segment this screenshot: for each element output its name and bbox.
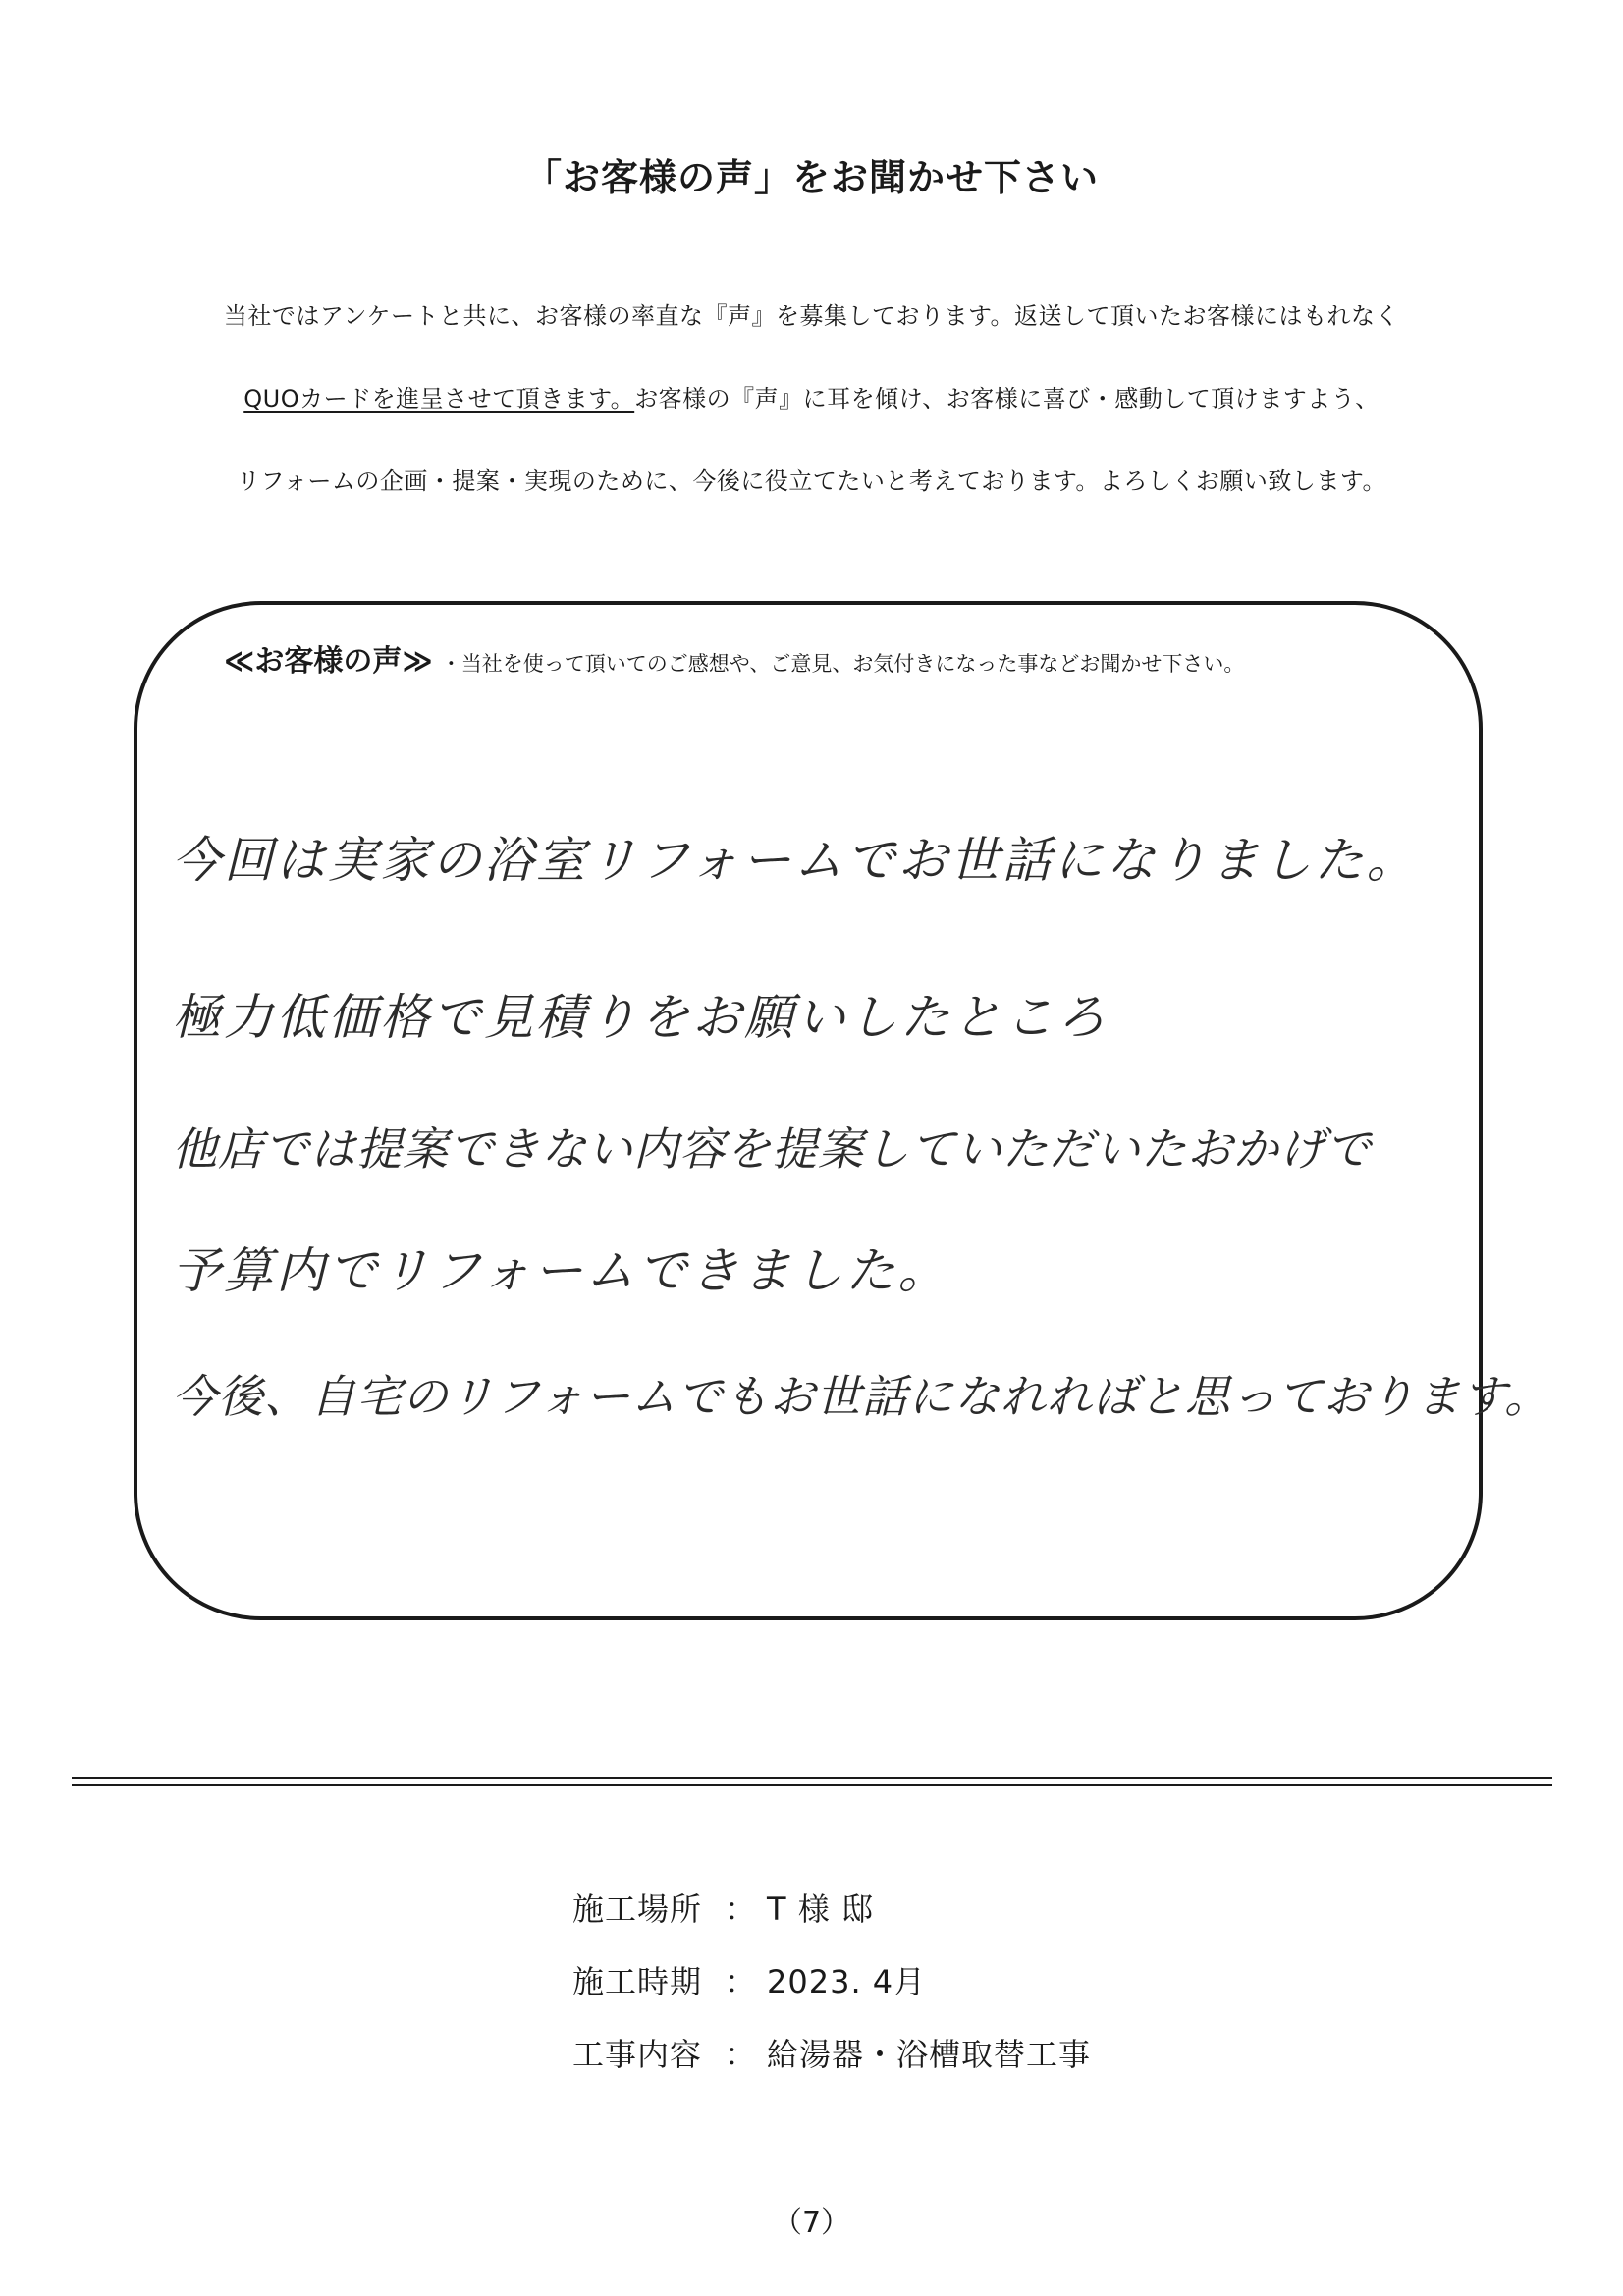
intro-line-3: リフォームの企画・提案・実現のために、今後に役立てたいと考えております。よろしくお願い致します。 (237, 467, 1386, 495)
intro-line-2-rest: お客様の『声』に耳を傾け、お客様に喜び・感動して頂けますよう、 (634, 385, 1380, 412)
intro-quo-card-note: QUOカードを進呈させて頂きます。 (243, 385, 635, 412)
intro-line-2 (0, 379, 1623, 413)
handwritten-line: 他店では提案できない内容を提案していただいたおかげで (172, 1122, 1372, 1175)
page-number: （7） (772, 2206, 851, 2240)
info-value: 給湯器・浴槽取替工事 (767, 2036, 1092, 2073)
info-value: 2023. 4月 (767, 1963, 927, 2000)
handwritten-line: 今後、自宅のリフォームでもお世話になれればと思っております。 (172, 1370, 1551, 1423)
info-row-period (572, 1943, 1091, 2016)
intro-line-1: 当社ではアンケートと共に、お客様の率直な『声』を募集しております。返送して頂いたお客様にはもれなく (223, 302, 1400, 330)
info-colon: ： (724, 1963, 756, 2000)
construction-info (572, 1871, 1091, 2089)
handwritten-line: 今回は実家の浴室リフォームでお世話になりました。 (172, 832, 1419, 889)
info-colon: ： (724, 1890, 756, 1928)
handwritten-line: 予算内でリフォームできました。 (172, 1242, 950, 1299)
voice-box-header (224, 636, 1244, 680)
info-label: 施工場所 (572, 1890, 703, 1928)
info-colon: ： (724, 2036, 756, 2073)
info-value: T 様 邸 (767, 1890, 874, 1928)
handwritten-line: 極力低価格で見積りをお願いしたところ (172, 989, 1109, 1046)
info-label: 施工時期 (572, 1963, 703, 2000)
voice-box-instruction: ・当社を使って頂いてのご感想や、ご意見、お気付きになった事などお聞かせ下さい。 (440, 652, 1245, 676)
voice-box-title: ≪お客様の声≫ (224, 644, 433, 679)
divider-line (72, 1784, 1552, 1786)
info-row-work-content (572, 2016, 1091, 2089)
divider-line (72, 1777, 1552, 1779)
page-title: 「お客様の声」をお聞かせ下さい (523, 156, 1099, 199)
info-row-location (572, 1871, 1091, 1943)
info-label: 工事内容 (572, 2036, 703, 2073)
customer-voice-box (134, 601, 1483, 1620)
